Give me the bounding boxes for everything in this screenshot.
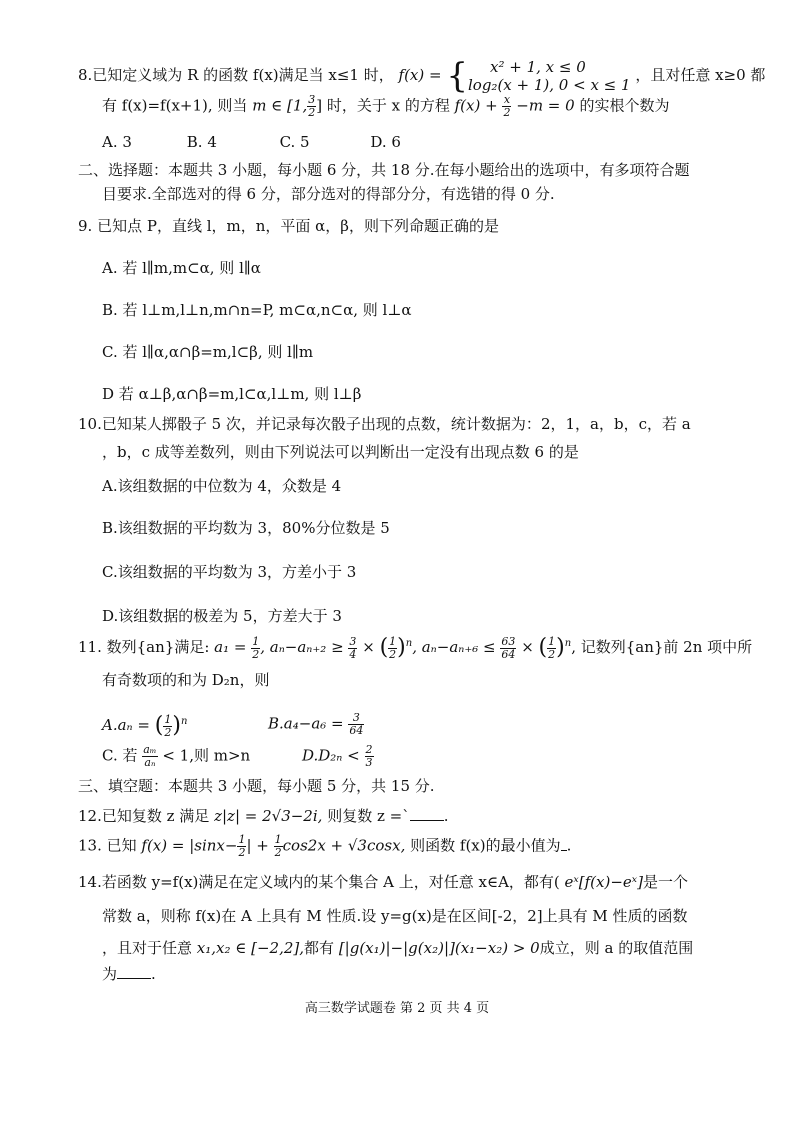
q8-frac: $\frac{3}{2}$ — [308, 93, 316, 119]
q14-l3c: 成立，则 a 的取值范围 — [539, 939, 694, 957]
q10-stem-1: 10.已知某人掷骰子 5 次，并记录每次骰子出现的点数，统计数据为：2，1，a，b，c，若 a — [78, 415, 691, 433]
q13 — [78, 834, 571, 859]
q11-f1: $\frac{3}{4}$ — [349, 634, 357, 661]
section2-heading-2: 目要求.全部选对的得 6 分，部分选对的得部分分，有选错的得 0 分. — [102, 185, 555, 203]
q8-text: 8.已知定义域为 R 的函数 f(x)满足当 x≤1 时， — [78, 66, 394, 84]
q11-a-pow: n — [180, 716, 188, 727]
q9-option-a: A. 若 l∥m,m⊂α, 则 l∥α — [102, 259, 261, 277]
q11-stem-2: 有奇数项的和为 D₂n，则 — [102, 671, 270, 689]
q8-fx: f(x) = — [398, 66, 442, 84]
q9-option-b: B. 若 l⊥m,l⊥n,m∩n=P, m⊂α,n⊂α, 则 l⊥α — [102, 301, 412, 319]
section3-heading: 三、填空题：本题共 3 小题，每小题 5 分，共 15 分. — [78, 777, 435, 795]
q14-line1 — [78, 872, 688, 892]
q8-l2c: 的实根个数为 — [579, 96, 670, 115]
q14-l4a: 为 — [102, 965, 118, 983]
q10-stem-2: ，b，c 成等差数列，则由下列说法可以判断出一定没有出现点数 6 的是 — [102, 443, 579, 461]
q11-a-half: $\frac{1}{2}$ — [164, 712, 172, 739]
q11-c-post: < 1,则 m>n — [157, 746, 251, 765]
page-footer: 高三数学试题卷 第 2 页 共 4 页 — [304, 1001, 490, 1016]
q14-l1b: 是一个 — [642, 873, 688, 891]
q12-a: 12.已知复数 z 满足 — [78, 807, 215, 825]
q13-eq3: cos2x + √3cosx, — [282, 836, 406, 855]
q14-l4b: . — [151, 965, 156, 983]
q8-option-a: A. 3 — [102, 133, 132, 151]
q11-b-pre: B.a₄−a₆ = — [268, 714, 344, 733]
q13-f2: $\frac{1}{2}$ — [274, 833, 282, 859]
q11-option-b — [268, 712, 364, 737]
q12-b: 则复数 z =` — [327, 807, 410, 825]
q8-line1 — [78, 58, 765, 94]
q8-eq-a: f(x) + — [454, 96, 498, 115]
q11-pow-2: n — [564, 638, 572, 649]
q9-option-d: D 若 α⊥β,α∩β=m,l⊂α,l⊥m, 则 l⊥β — [102, 385, 362, 403]
q11-option-a: A.aₙ = ( $\frac{1}{2}$ )$^n$ — [102, 712, 188, 739]
q11-seg2: , aₙ−aₙ₊₆ ≤ — [412, 638, 496, 656]
q13-c: . — [566, 836, 572, 855]
q8-option-b: B. 4 — [186, 133, 217, 151]
q11-d-pre: D.D₂ₙ < — [302, 746, 360, 765]
q13-eq1: f(x) = |sinx− — [141, 836, 238, 855]
q14-l1-eq: eˣ[f(x)−eˣ] — [564, 873, 643, 891]
q11-option-d — [302, 744, 374, 769]
q11-b-frac: $\frac{3}{64}$ — [349, 711, 364, 737]
q12-eq: z|z| = 2√3−2i, — [214, 807, 323, 825]
q11-a1: a₁ = — [214, 638, 247, 656]
q11-c-frac: $\frac{\text{aₘ}}{\text{aₙ}}$ — [143, 743, 157, 769]
q10-option-c: C.该组数据的平均数为 3，方差小于 3 — [102, 563, 357, 581]
q8-eq-b: −m = 0 — [516, 96, 575, 115]
q8-m-in: m ∈ [1, — [252, 96, 308, 115]
q11-half-2: $\frac{1}{2}$ — [548, 634, 556, 661]
q14-answer-blank[interactable] — [117, 964, 151, 979]
q11-times: × — [362, 638, 375, 656]
q11-half: $\frac{1}{2}$ — [389, 634, 397, 661]
section2-heading: 二、选择题：本题共 3 小题，每小题 6 分，共 18 分.在每小题给出的选项中，有多项符合题 — [78, 161, 690, 179]
q8-option-c: C. 5 — [279, 133, 310, 151]
q11-option-c — [102, 744, 250, 769]
q14-l3-eq2: [|g(x₁)|−|g(x₂)|](x₁−x₂) > 0 — [338, 939, 540, 957]
q11-f2: $\frac{63}{64}$ — [501, 634, 516, 661]
q8-piecewise: { x² + 1, x ≤ 0 log₂(x + 1), 0 < x ≤ 1 — [446, 56, 631, 96]
q10-option-a: A.该组数据的中位数为 4，众数是 4 — [102, 477, 342, 495]
q14-line2: 常数 a，则称 f(x)在 A 上具有 M 性质.设 y=g(x)是在区间[-2，2]上具有 M 性质的函数 — [102, 907, 688, 925]
q11-seg1: , aₙ−aₙ₊₂ ≥ — [260, 638, 344, 656]
q13-b: 则函数 f(x)的最小值为 — [410, 836, 561, 855]
q11-stem: 11. 数列{an}满足: a₁ = $\frac{1}{2}$ , aₙ−aₙ₊₂ ≥ $\frac{3}{4}$ × ( $\frac{1}{2}$ )$^n$, aₙ−aₙ₊₆ ≤ $\frac{63}{64}$ × ( $\frac{1}{2}$ )$^n$, 记数列{an}前 2n 项中所 — [78, 634, 753, 661]
q12 — [78, 806, 449, 826]
q8-option-d: D. 6 — [370, 133, 401, 151]
q9-stem: 9. 已知点 P，直线 l，m，n，平面 α，β，则下列命题正确的是 — [78, 217, 499, 235]
q11-c-pre: C. 若 — [102, 746, 143, 765]
q11-lead: 11. 数列{an}满足: — [78, 638, 215, 656]
q14-line4 — [102, 964, 156, 984]
q11-tail: , 记数列{an}前 2n 项中所 — [571, 638, 753, 656]
q8-case2: log₂(x + 1), 0 < x ≤ 1 — [468, 76, 631, 94]
q9-option-c: C. 若 l∥α,α∩β=m,l⊂β, 则 l∥m — [102, 343, 314, 361]
q14-line3 — [102, 938, 693, 958]
q11-a-pre: A.aₙ = — [102, 716, 150, 734]
q12-answer-blank[interactable] — [410, 806, 444, 821]
q10-option-b: B.该组数据的平均数为 3，80%分位数是 5 — [102, 519, 390, 537]
q8-l2b: 时，关于 x 的方程 — [326, 96, 455, 115]
q8-case1: x² + 1, x ≤ 0 — [490, 58, 586, 76]
q13-f1: $\frac{1}{2}$ — [238, 833, 246, 859]
q14-l3b: 都有 — [304, 939, 339, 957]
q13-a: 13. 已知 — [78, 836, 142, 855]
q11-d-frac: $\frac{2}{3}$ — [365, 743, 373, 769]
q11-times-2: × — [521, 638, 534, 656]
q8-options — [102, 132, 401, 152]
q8-l2a: 有 f(x)=f(x+1), 则当 — [102, 96, 253, 115]
q14-l1a: 14.若函数 y=f(x)满足在定义域内的某个集合 A 上，对任意 x∈A，都有( — [78, 873, 565, 891]
q8-eq-frac: $\frac{x}{2}$ — [503, 93, 511, 119]
q11-pow: n — [405, 638, 413, 649]
q8-m-close: ] — [316, 96, 323, 115]
q13-eq2: | + — [246, 836, 269, 855]
q8-text-b: ，且对任意 x≥0 都 — [635, 66, 766, 84]
q10-option-d: D.该组数据的极差为 5，方差大于 3 — [102, 607, 342, 625]
q14-l3-eq: x₁,x₂ ∈ [−2,2], — [196, 939, 305, 957]
q11-a1-frac: $\frac{1}{2}$ — [252, 634, 260, 661]
q8-line2 — [102, 94, 670, 119]
q12-c: . — [443, 807, 449, 825]
q14-l3a: ，且对于任意 — [102, 939, 197, 957]
